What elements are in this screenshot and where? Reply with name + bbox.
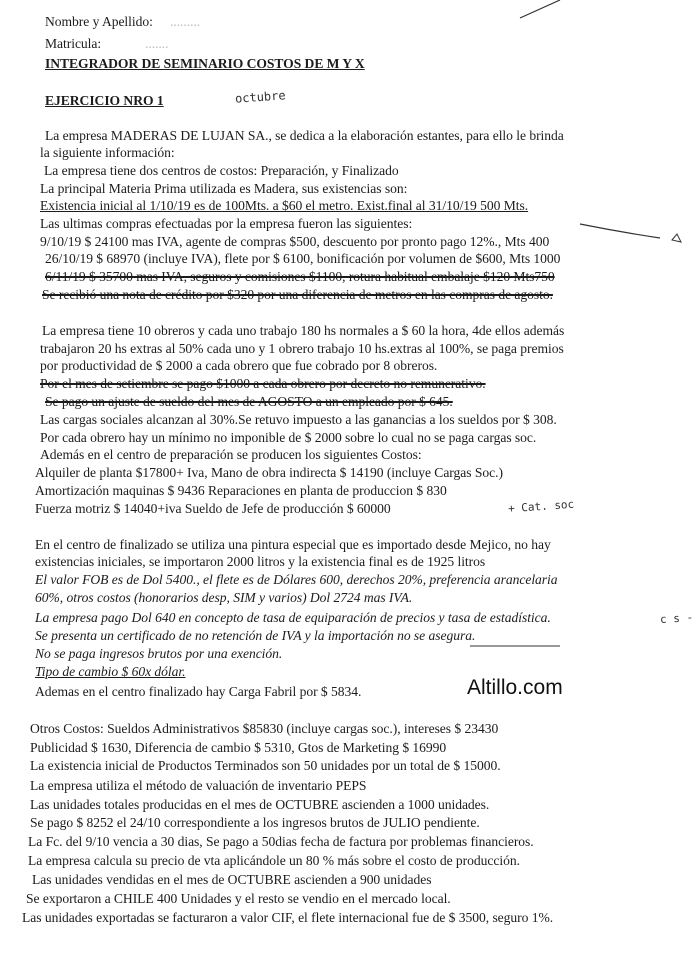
matricula-label: Matricula: bbox=[45, 36, 102, 51]
text-line: Amortización maquinas $ 9436 Reparaciones en planta de produccion $ 830 bbox=[35, 483, 447, 498]
text-line: Por cada obrero hay un mínimo no imponible de $ 2000 sobre lo cual no se paga cargas soc. bbox=[40, 430, 537, 445]
text-line: Alquiler de planta $17800+ Iva, Mano de obra indirecta $ 14190 (incluye Cargas Soc.) bbox=[35, 465, 503, 480]
text-line: existencias iniciales, se importaron 2000 litros y la existencia final es de 1925 litros bbox=[35, 554, 486, 569]
handwritten-octubre: octubre bbox=[234, 88, 287, 106]
text-line: Ademas en el centro finalizado hay Carga Fabril por $ 5834. bbox=[35, 684, 362, 699]
text-line: Además en el centro de preparación se producen los siguientes Costos: bbox=[40, 447, 422, 462]
text-line: No se paga ingresos brutos por una exención. bbox=[35, 646, 283, 661]
text-line: Se presenta un certificado de no retención de IVA y la importación no se asegura. bbox=[35, 628, 476, 643]
text-line: La empresa tiene 10 obreros y cada uno trabajo 180 hs normales a $ 60 la hora, 4de ellos además bbox=[42, 323, 565, 338]
text-line: La empresa tiene dos centros de costos: Preparación, y Finalizado bbox=[44, 163, 399, 178]
pen-triangle-mark bbox=[672, 234, 681, 242]
text-line: Tipo de cambio $ 60x dólar. bbox=[35, 664, 186, 679]
text-line: La Fc. del 9/10 vencia a 30 dias, Se pago a 50dias fecha de factura por problemas financieros. bbox=[28, 834, 534, 849]
handwritten-margin-mark: c s - bbox=[659, 610, 694, 627]
text-line: Las unidades vendidas en el mes de OCTUBRE ascienden a 900 unidades bbox=[32, 872, 432, 887]
text-line: La empresa calcula su precio de vta aplicándole un 80 % más sobre el costo de producción. bbox=[28, 853, 520, 868]
text-line: Fuerza motriz $ 14040+iva Sueldo de Jefe de producción $ 60000 bbox=[35, 501, 391, 516]
watermark-altillo: Altillo.com bbox=[467, 676, 563, 699]
text-line: La empresa utiliza el método de valuación de inventario PEPS bbox=[30, 778, 367, 793]
text-line: la siguiente información: bbox=[40, 145, 175, 160]
document-title: INTEGRADOR DE SEMINARIO COSTOS DE M Y X bbox=[45, 56, 365, 71]
pen-stroke-curve bbox=[580, 224, 660, 238]
text-line: La empresa pago Dol 640 en concepto de tasa de equiparación de precios y tasa de estadística. bbox=[35, 610, 551, 625]
text-line: La existencia inicial de Productos Terminados son 50 unidades por un total de $ 15000. bbox=[30, 758, 501, 773]
text-line-struck: 6/11/19 $ 35700 mas IVA, seguros y comisiones $1100, rotura habitual embalaje $120 Mts750 bbox=[45, 269, 555, 284]
exercise-title: EJERCICIO NRO 1 bbox=[45, 93, 164, 108]
text-line: por productividad de $ 2000 a cada obrero que fue cobrado por 8 obreros. bbox=[40, 358, 438, 373]
text-line: La empresa MADERAS DE LUJAN SA., se dedica a la elaboración estantes, para ello le brinda bbox=[45, 128, 564, 143]
text-line: Otros Costos: Sueldos Administrativos $85830 (incluye cargas soc.), intereses $ 23430 bbox=[30, 721, 499, 736]
text-line: trabajaron 20 hs extras al 50% cada uno y 1 obrero trabajo 10 hs.extras al 100%, se paga premios bbox=[40, 341, 564, 356]
text-line: 60%, otros costos (honorarios desp, SIM y varios) Dol 2724 mas IVA. bbox=[35, 590, 413, 605]
handwritten-cargas-note: + Cat. soc bbox=[507, 497, 575, 516]
text-line: Se exportaron a CHILE 400 Unidades y el resto se vendio en el mercado local. bbox=[26, 891, 451, 906]
text-line: Existencia inicial al 1/10/19 es de 100Mts. a $60 el metro. Exist.final al 31/10/19 500 Mts. bbox=[40, 198, 529, 213]
name-label: Nombre y Apellido: bbox=[45, 14, 153, 29]
text-line: 9/10/19 $ 24100 mas IVA, agente de compras $500, descuento por pronto pago 12%., Mts 400 bbox=[40, 234, 550, 249]
text-line: La principal Materia Prima utilizada es Madera, sus existencias son: bbox=[40, 181, 408, 196]
text-line-struck: Se pago un ajuste de sueldo del mes de AGOSTO a un empleado por $ 645. bbox=[45, 394, 453, 409]
name-blank: ......... bbox=[170, 14, 201, 29]
text-line-struck: Se recibió una nota de crédito por $320 por una diferencia de metros en las compras de agosto. bbox=[42, 287, 553, 302]
text-line: Se pago $ 8252 el 24/10 correspondiente a los ingresos brutos de JULIO pendiente. bbox=[30, 815, 480, 830]
text-line: Publicidad $ 1630, Diferencia de cambio $ 5310, Gtos de Marketing $ 16990 bbox=[30, 740, 447, 755]
text-line: En el centro de finalizado se utiliza una pintura especial que es importado desde Mejico, no hay bbox=[35, 537, 551, 552]
text-line: Las cargas sociales alcanzan al 30%.Se retuvo impuesto a las ganancias a los sueldos por $ 308. bbox=[40, 412, 557, 427]
text-line: Las ultimas compras efectuadas por la empresa fueron las siguientes: bbox=[40, 216, 413, 231]
text-line: Las unidades totales producidas en el mes de OCTUBRE ascienden a 1000 unidades. bbox=[30, 797, 490, 812]
text-line: Las unidades exportadas se facturaron a valor CIF, el flete internacional fue de $ 3500, seguro 1%. bbox=[22, 910, 554, 925]
text-line: El valor FOB es de Dol 5400., el flete es de Dólares 600, derechos 20%, preferencia arancelaria bbox=[35, 572, 558, 587]
matricula-blank: ....... bbox=[145, 36, 169, 51]
text-line-struck: Por el mes de setiembre se pago $1000 a cada obrero por decreto no remunerativo. bbox=[40, 376, 486, 391]
pen-stroke-top bbox=[520, 0, 560, 18]
text-line: 26/10/19 $ 68970 (incluye IVA), flete por $ 6100, bonificación por volumen de $600, Mts 1000 bbox=[45, 251, 561, 266]
